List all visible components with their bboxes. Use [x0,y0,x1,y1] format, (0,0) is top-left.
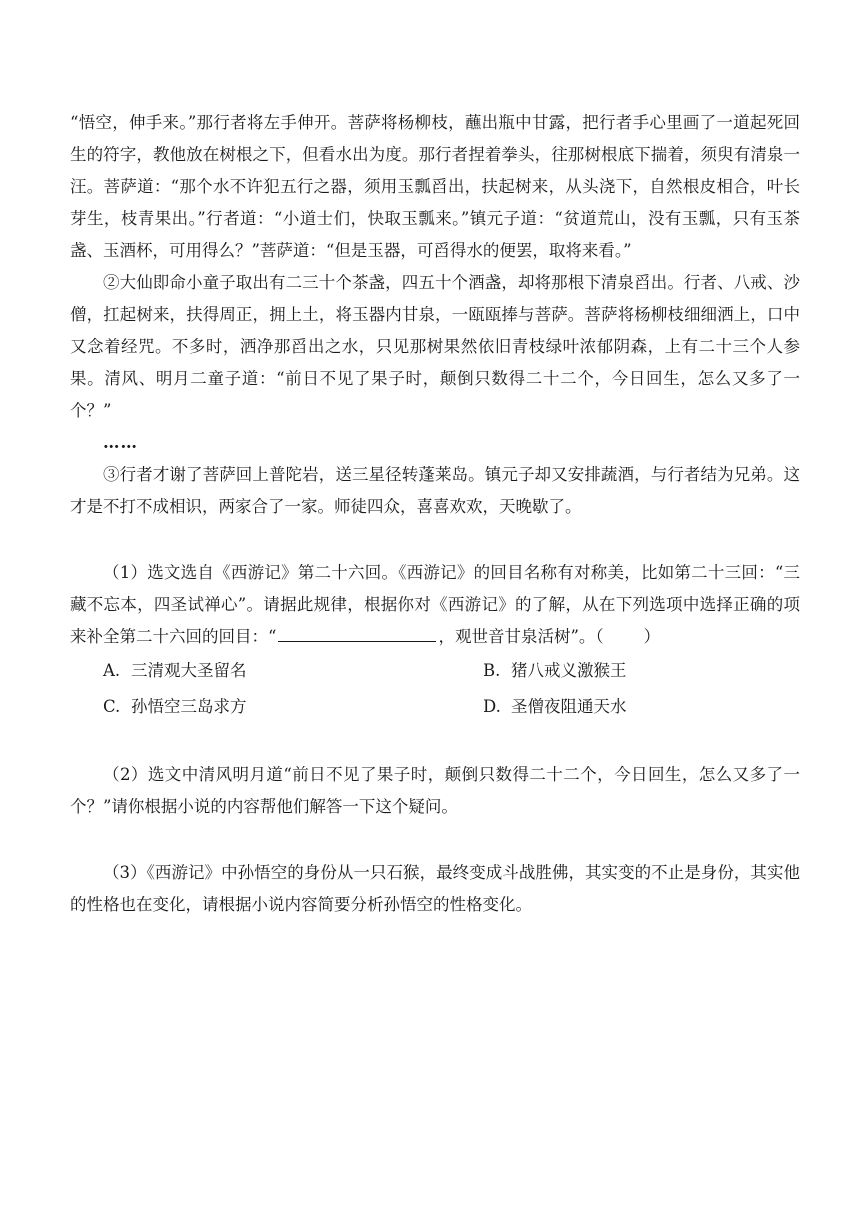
question-3: （3）《西游记》中孙悟空的身份从一只石猴，最终变成斗战胜佛，其实变的不止是身份，其实他的性格也在变化，请根据小说内容简要分析孙悟空的性格变化。 [70,863,800,914]
question-1-text-after: ，观世音甘泉活树”。（ [438,627,604,646]
question-1-text-before: （1）选文选自《西游记》第二十六回。《西游记》的回目名称有对称美，比如第二十三回：“三藏不忘本，四圣试禅心”。请据此规律，根据你对《西游记》的了解，从在下列选项中选择正确的项来补全第二十六回的回目：“ [70,563,800,646]
spacer [70,823,800,857]
passage-ellipsis: …… [103,433,138,452]
question-2: （2）选文中清风明月道“前日不见了果子时，颠倒只数得二十二个，今日回生，怎么又多了一个？”请你根据小说的内容帮他们解答一下这个疑问。 [70,765,800,816]
spacer [70,523,800,557]
option-a-letter: A. [103,661,121,680]
option-c-letter: C. [103,697,121,716]
passage-paragraph-continued: “悟空，伸手来。”那行者将左手伸开。菩萨将杨柳枝，蘸出瓶中甘露，把行者手心里画了一道起死回生的符字，教他放在树根之下，但看水出为度。那行者捏着拳头，往那树根底下揣着，须臾有清泉一汪。菩萨道：“那个水不许犯五行之器，须用玉瓢舀出，扶起树来，从头浇下，自然根皮相合，叶长芽生，枝青果出。”行者道：“小道士们，快取玉瓢来。”镇元子道：“贫道荒山，没有玉瓢，只有玉茶盏、玉酒杯，可用得么？”菩萨道：“但是玉器，可舀得水的便罢，取将来看。” [70,113,800,260]
option-b-letter: B. [483,661,501,680]
option-c[interactable] [103,689,247,725]
option-c-text: 孙悟空三岛求方 [131,697,247,716]
question-1 [70,557,800,653]
option-b[interactable] [483,653,627,689]
option-a-text: 三清观大圣留名 [131,661,247,680]
option-d[interactable] [483,689,627,725]
option-d-text: 圣僧夜阻通天水 [511,697,627,716]
document-content [70,107,800,921]
passage-paragraph-3: ③行者才谢了菩萨回上普陀岩，送三星径转蓬莱岛。镇元子却又安排蔬酒，与行者结为兄弟。这才是不打不成相识，两家合了一家。师徒四众，喜喜欢欢，天晚歇了。 [70,465,800,516]
spacer [70,725,800,759]
option-d-letter: D. [483,697,501,716]
question-1-paren-close: ） [643,627,661,646]
answer-blank[interactable] [278,623,436,642]
option-a[interactable] [103,653,247,689]
passage-paragraph-2: ②大仙即命小童子取出有二三十个茶盏，四五十个酒盏，却将那根下清泉舀出。行者、八戒、沙僧，扛起树来，扶得周正，拥上土，将玉器内甘泉，一瓯瓯捧与菩萨。菩萨将杨柳枝细细洒上，口中又念着经咒。不多时，洒净那舀出之水，只见那树果然依旧青枝绿叶浓郁阴森，上有二十三个人参果。清风、明月二童子道：“前日不见了果子时，颠倒只数得二十二个，今日回生，怎么又多了一个？” [70,273,800,420]
question-1-options [70,653,800,725]
option-b-text: 猪八戒义激猴王 [511,661,627,680]
